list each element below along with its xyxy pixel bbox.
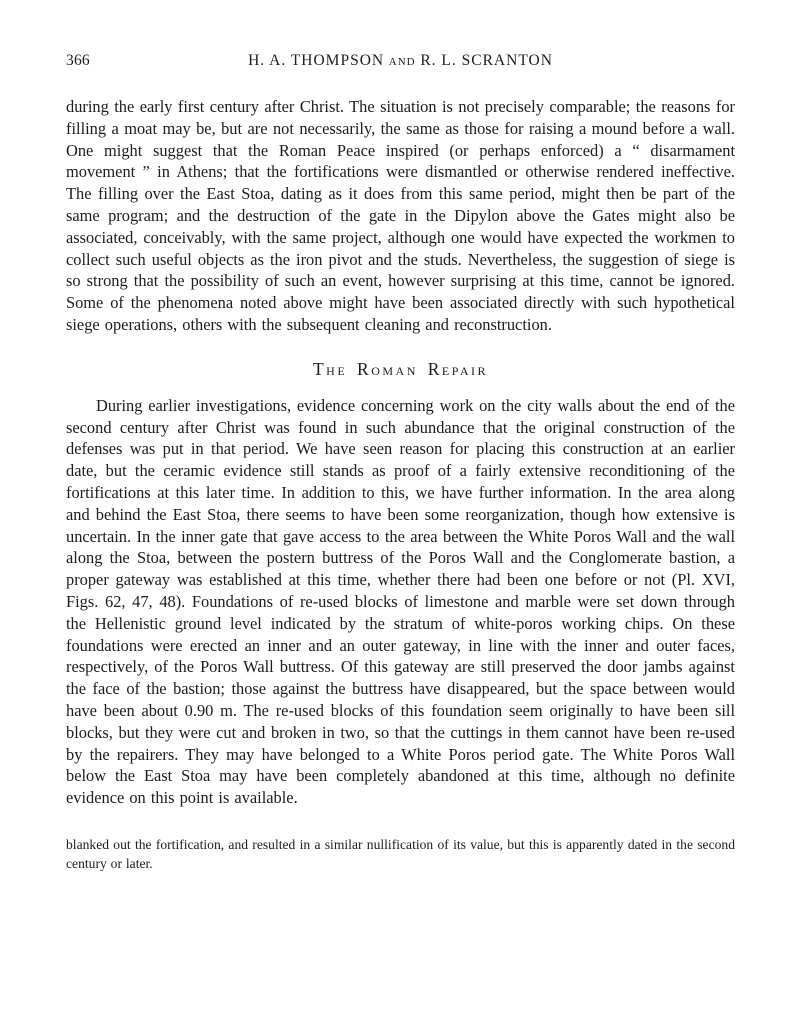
- author-left: H. A. THOMPSON: [248, 52, 385, 69]
- page-body: [66, 96, 735, 809]
- running-title: [248, 52, 553, 69]
- page-number: 366: [66, 52, 90, 69]
- paragraph-continuation: during the early first century after Christ. The situation is not precisely comparable; the reasons for filling a moat may be, but are not necessarily, the same as those for raising a mound before a wall. One might suggest that the Roman Peace inspired (or perhaps enforced) a “ disarmament movement ” in Athens; that the fortifications were dismantled or otherwise rendered ineffective. The filling over the East Stoa, dating as it does from this same period, might then be part of the same program; and the destruction of the gate in the Dipylon above the Gates might also be associated, conceivably, with the same project, although one would have expected the workmen to collect such useful objects as the iron pivot and the studs. Nevertheless, the suggestion of siege is so strong that the possibility of such an event, however surprising at this time, cannot be ignored. Some of the phenomena noted above might have been associated directly with such hypothetical siege operations, others with the subsequent cleaning and reconstruction.: [66, 97, 735, 334]
- page-header: [66, 52, 735, 70]
- footnote: blanked out the fortification, and resulted in a similar nullification of its value, but this is apparently dated in the second century or later.: [66, 836, 735, 871]
- author-connector: and: [388, 52, 416, 69]
- paragraph-roman-repair: During earlier investigations, evidence concerning work on the city walls about the end of the second century after Christ was found in such abundance that the original construction of the defenses was put in that period. We have seen reason for placing this construction at an earlier date, but the ceramic evidence still stands as proof of a fairly extensive reconditioning of the fortifications at this later time. In addition to this, we have further information. In the area along and behind the East Stoa, there seems to have been some reorganization, though how extensive is uncertain. In the inner gate that gave access to the area between the White Poros Wall and the wall along the Stoa, between the postern buttress of the Poros Wall and the Conglomerate bastion, a proper gateway was established at this time, whether there had been one before or not (Pl. XVI, Figs. 62, 47, 48). Foundations of re-used blocks of limestone and marble were set down through the Hellenistic ground level indicated by the stratum of white-poros working chips. On these foundations were erected an inner and an outer gateway, in line with the inner and outer faces, respectively, of the Poros Wall buttress. Of this gateway are still preserved the door jambs against the face of the bastion; those against the buttress have disappeared, but the space between would have been about 0.90 m. The re-used blocks of this foundation seem originally to have been sill blocks, but they were cut and broken in two, so that the cuttings in them cannot have been re-used by the repairers. They may have belonged to a White Poros period gate. The White Poros Wall below the East Stoa may have been completely abandoned at this time, although no definite evidence on this point is available.: [66, 395, 735, 808]
- author-right: R. L. SCRANTON: [420, 52, 553, 69]
- section-heading: The Roman Repair: [312, 358, 489, 379]
